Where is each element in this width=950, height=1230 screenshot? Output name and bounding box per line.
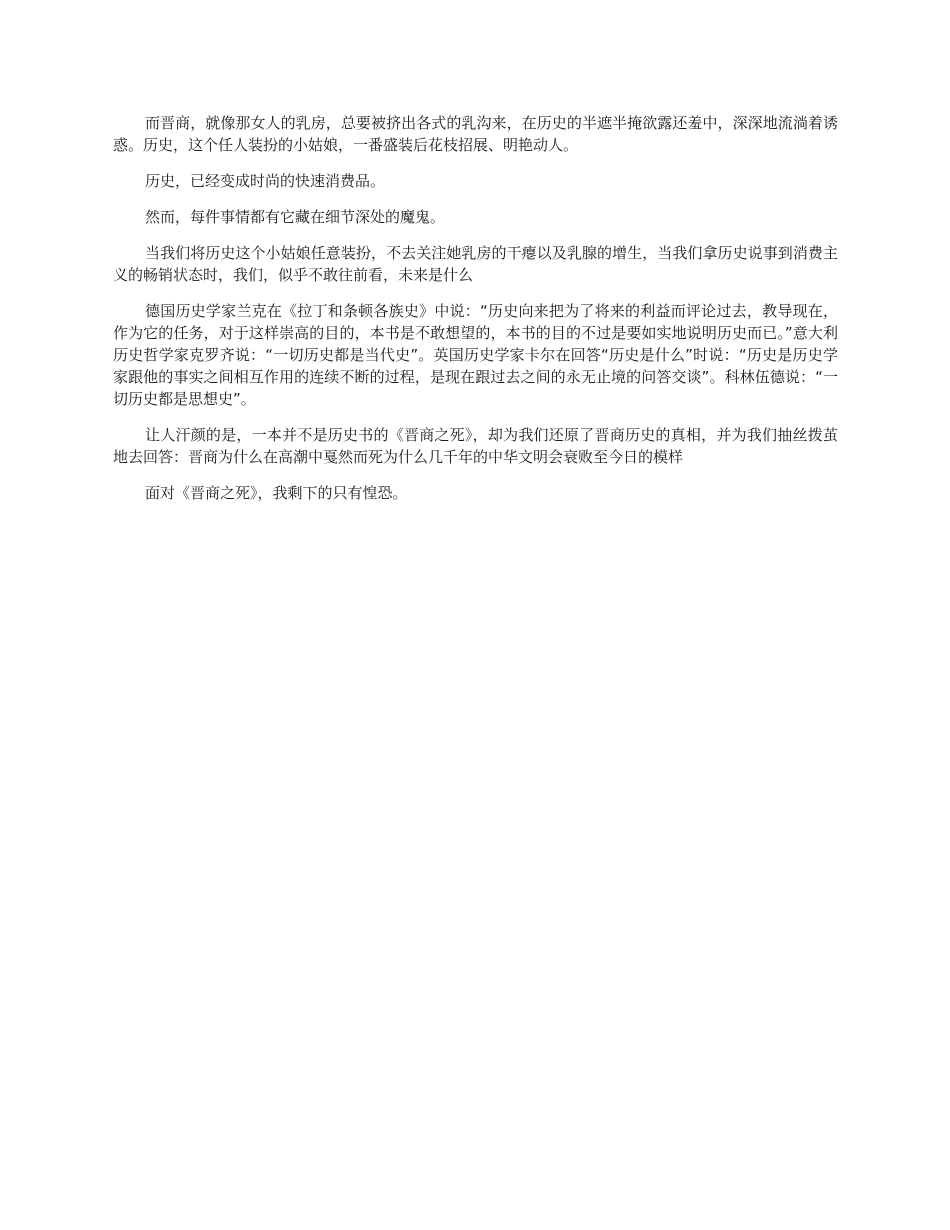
document-body (113, 112, 838, 518)
paragraph-3: 然而，每件事情都有它藏在细节深处的魔鬼。 (145, 208, 446, 226)
paragraph-6: 让人汗颜的是，一本并不是历史书的《晋商之死》，却为我们还原了晋商历史的真相，并为我们抽丝拨茧地去回答：晋商为什么在高潮中戛然而死为什么几千年的中华文明会衰败至今日的模样 (113, 426, 838, 466)
paragraph-2: 历史，已经变成时尚的快速消费品。 (145, 172, 386, 190)
paragraph-5: 德国历史学家兰克在《拉丁和条顿各族史》中说：“历史向来把为了将来的利益而评论过去，教导现在，作为它的任务，对于这样崇高的目的，本书是不敢想望的，本书的目的不过是要如实地说明历史而已。”意大利历史哲学家克罗齐说：“一切历史都是当代史”。英国历史学家卡尔在回答“历史是什么”时说：“历史是历史学家跟他的事实之间相互作用的连续不断的过程，是现在跟过去之间的永无止境的问答交谈”。科林伍德说：“一切历史都是思想史”。 (113, 302, 838, 408)
paragraph-1: 而晋商，就像那女人的乳房，总要被挤出各式的乳沟来，在历史的半遮半掩欲露还羞中，深深地流淌着诱惑。历史，这个任人装扮的小姑娘，一番盛装后花枝招展、明艳动人。 (113, 114, 838, 154)
paragraph-7: 面对《晋商之死》，我剩下的只有惶恐。 (145, 484, 408, 502)
paragraph-4: 当我们将历史这个小姑娘任意装扮，不去关注她乳房的干瘪以及乳腺的增生，当我们拿历史说事到消费主义的畅销状态时，我们，似乎不敢往前看，未来是什么 (113, 244, 838, 284)
